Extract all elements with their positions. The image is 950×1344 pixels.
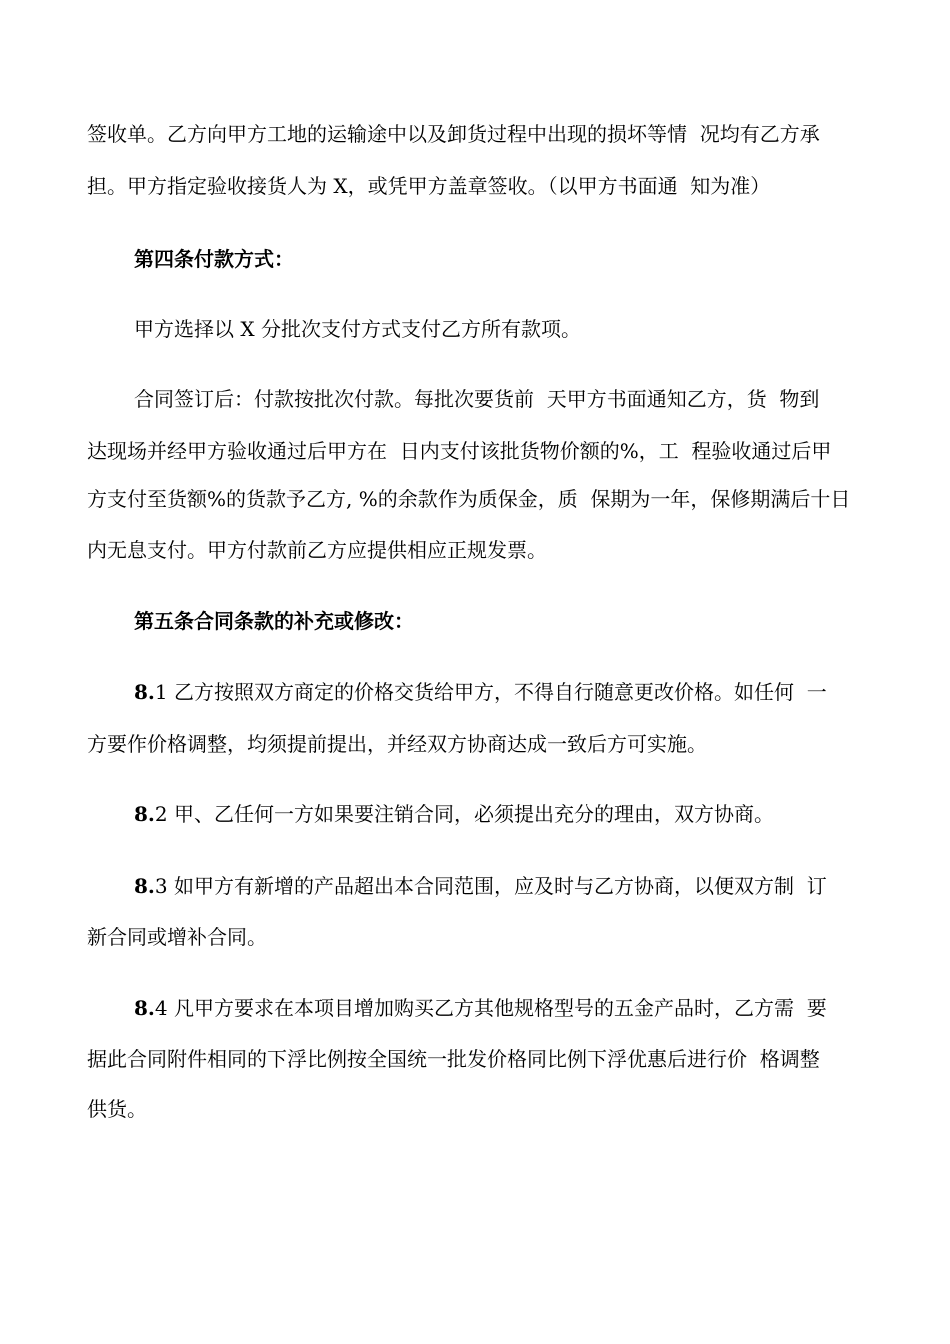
intro-line-1: 签收单。乙方向甲方工地的运输途中以及卸货过程中出现的损坏等情 况均有乙方承 xyxy=(87,122,820,146)
clause-number: 8. xyxy=(134,802,155,826)
article-4-paragraph-2-line-1: 合同签订后：付款按批次付款。每批次要货前 天甲方书面通知乙方，货 物到 xyxy=(134,387,820,411)
clause-subnumber: 1 xyxy=(154,680,168,704)
article-4-paragraph-2-line-2: 达现场并经甲方验收通过后甲方在 日内支付该批货物价额的%，工 程验收通过后甲 xyxy=(87,439,832,463)
article-5-heading: 第五条合同条款的补充或修改： xyxy=(134,609,414,633)
clause-8-4-line-3: 供货。 xyxy=(87,1097,147,1121)
clause-text: 如甲方有新增的产品超出本合同范围，应及时与乙方协商，以便双方制 订 xyxy=(167,874,827,898)
clause-number: 8. xyxy=(134,874,155,898)
clause-text: 凡甲方要求在本项目增加购买乙方其他规格型号的五金产品时，乙方需 要 xyxy=(167,996,827,1020)
clause-8-1-line-1 xyxy=(134,678,827,706)
intro-line-2: 担。甲方指定验收接货人为 X，或凭甲方盖章签收。（以甲方书面通 知为准） xyxy=(87,174,771,198)
article-4-paragraph-2-line-3: 方支付至货额%的货款予乙方, %的余款作为质保金，质 保期为一年，保修期满后十日 xyxy=(87,487,851,511)
clause-subnumber: 3 xyxy=(154,874,168,898)
clause-8-3-line-2: 新合同或增补合同。 xyxy=(87,925,267,949)
clause-subnumber: 2 xyxy=(154,802,168,826)
article-4-paragraph-2-line-4: 内无息支付。甲方付款前乙方应提供相应正规发票。 xyxy=(87,538,547,562)
article-4-paragraph-1: 甲方选择以 X 分批次支付方式支付乙方所有款项。 xyxy=(134,317,581,341)
clause-8-1-line-2: 方要作价格调整，均须提前提出，并经双方协商达成一致后方可实施。 xyxy=(87,732,707,756)
clause-number: 8. xyxy=(134,680,155,704)
clause-8-4-line-1 xyxy=(134,994,827,1022)
clause-subnumber: 4 xyxy=(154,996,168,1020)
clause-text: 乙方按照双方商定的价格交货给甲方，不得自行随意更改价格。如任何 一 xyxy=(167,680,827,704)
article-4-heading: 第四条付款方式： xyxy=(134,247,294,271)
clause-8-2-line-1 xyxy=(134,800,774,828)
clause-8-3-line-1 xyxy=(134,872,827,900)
clause-text: 甲、乙任何一方如果要注销合同，必须提出充分的理由，双方协商。 xyxy=(167,802,774,826)
clause-number: 8. xyxy=(134,996,155,1020)
clause-8-4-line-2: 据此合同附件相同的下浮比例按全国统一批发价格同比例下浮优惠后进行价 格调整 xyxy=(87,1047,820,1071)
